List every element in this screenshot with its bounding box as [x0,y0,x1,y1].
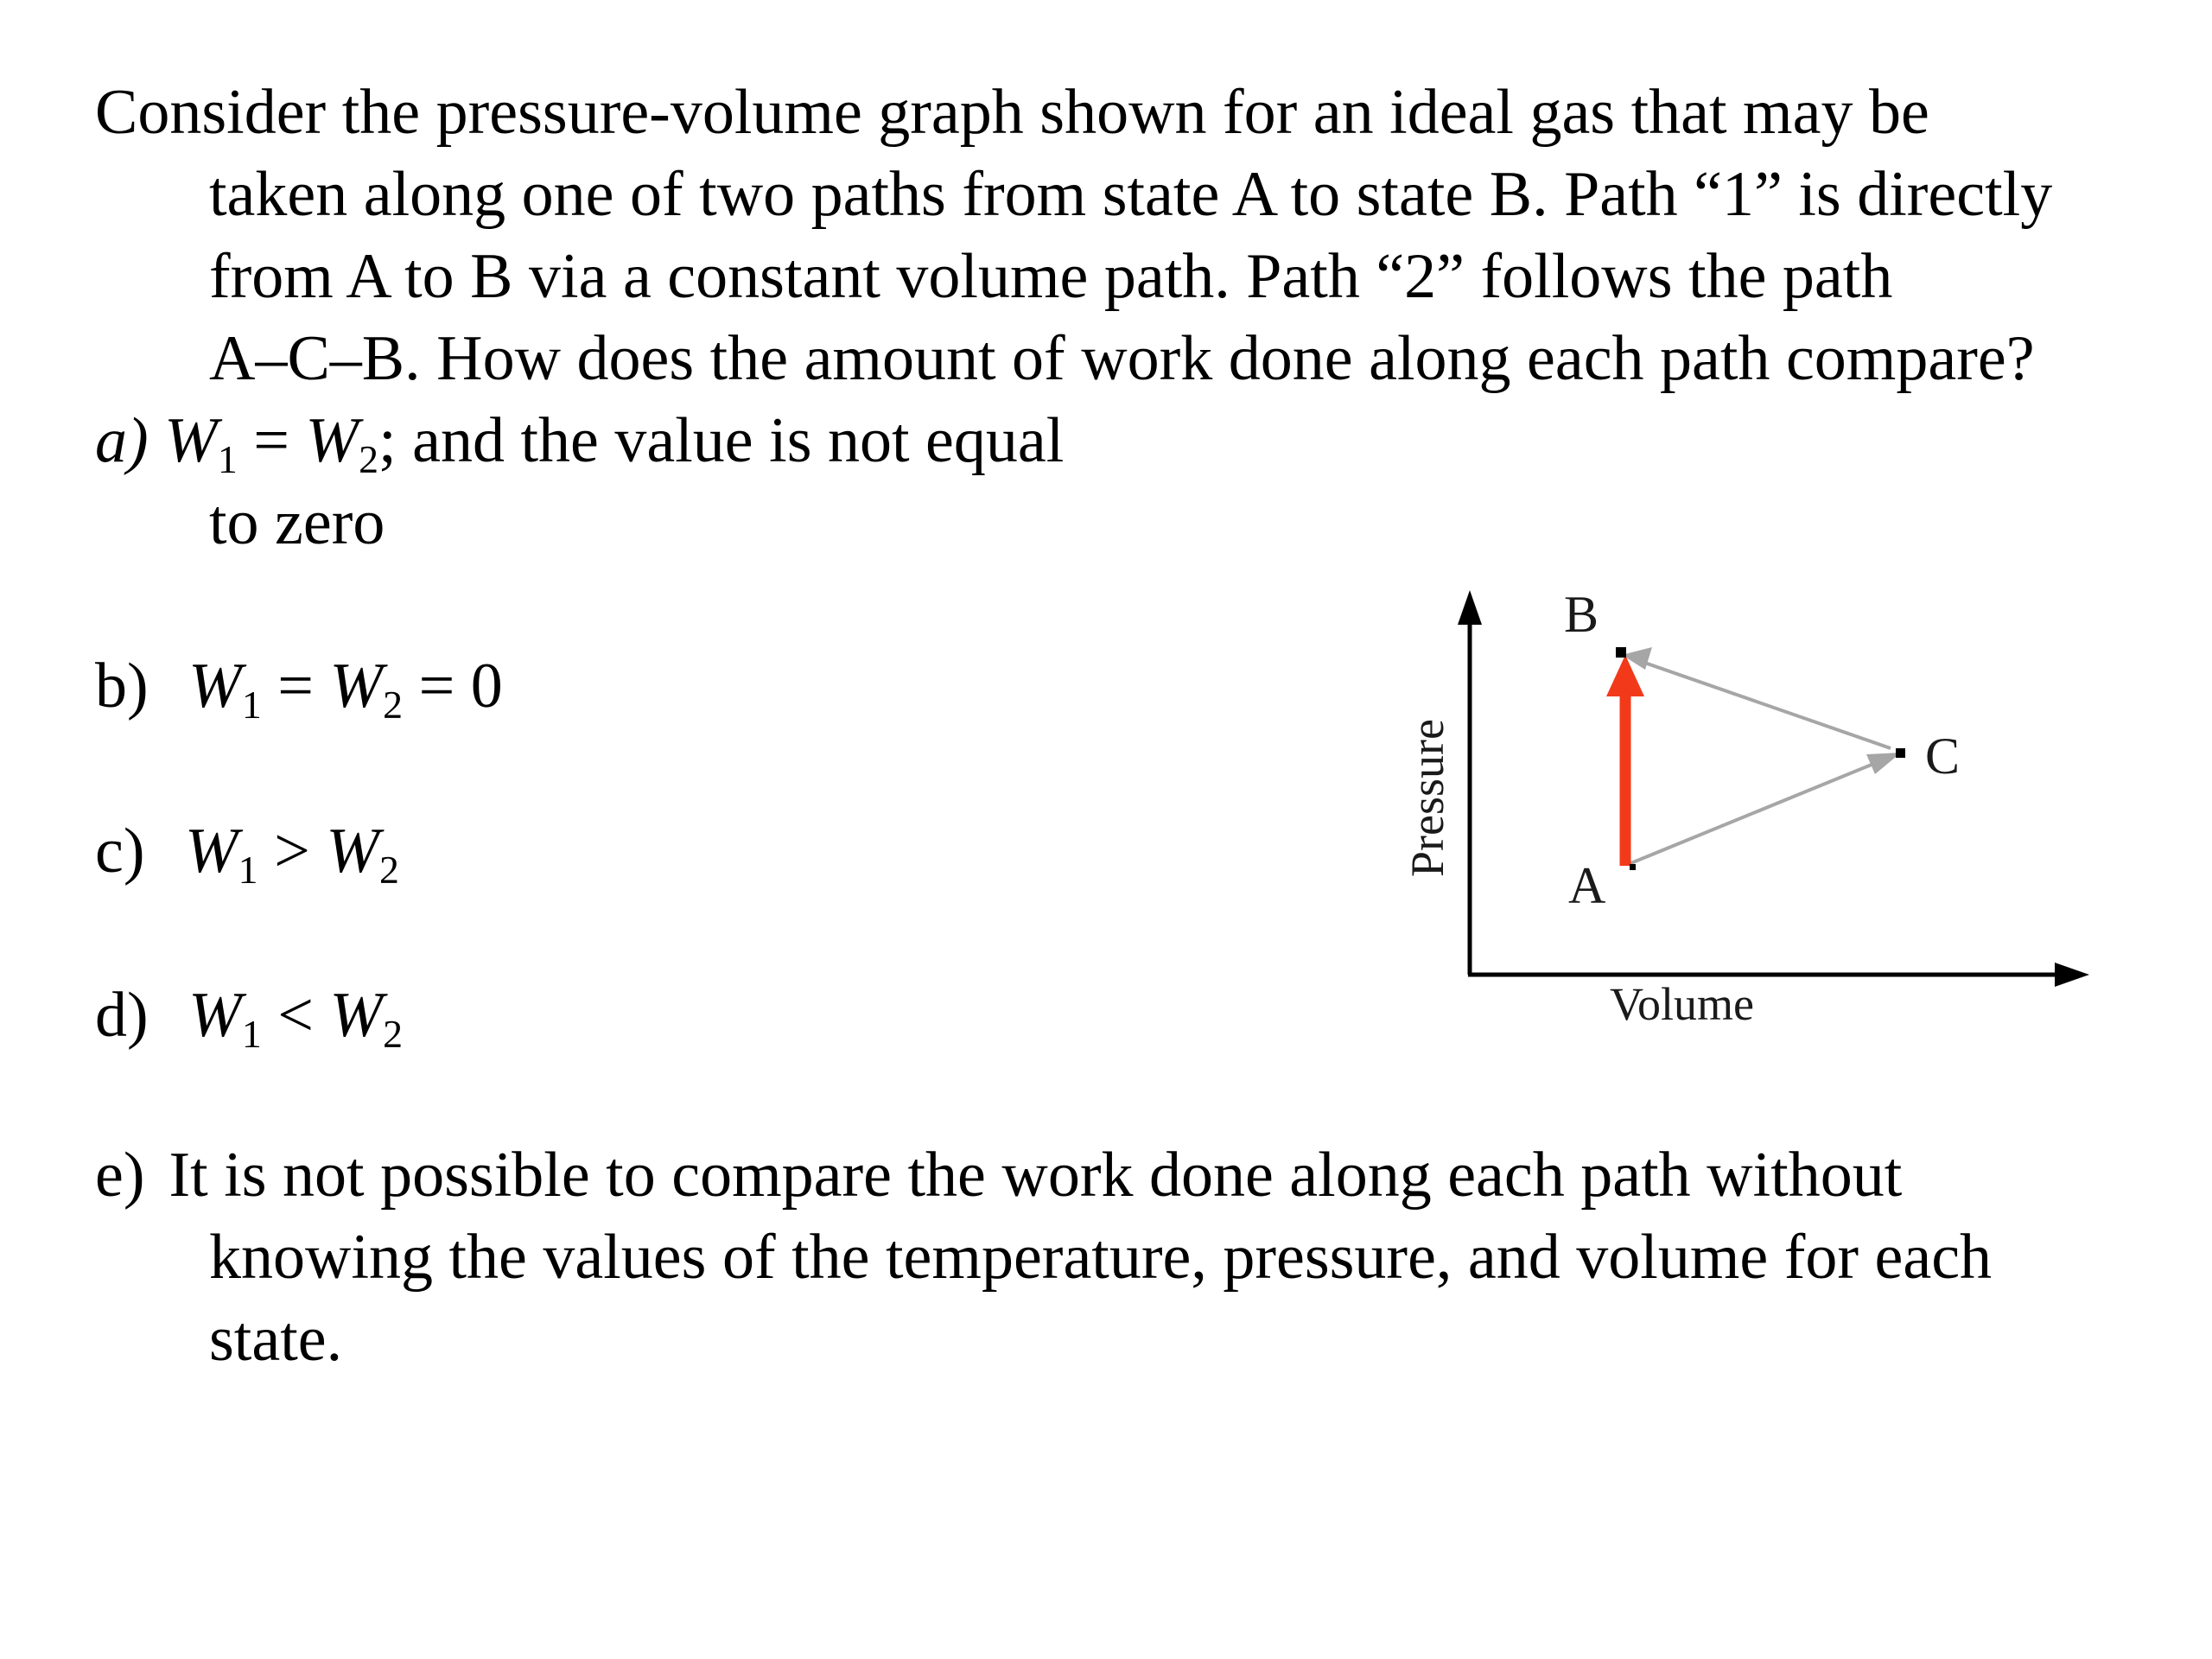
point-b-label: B [1564,586,1599,643]
x-axis-arrow-icon [2055,963,2089,987]
option-b-equals-zero: = 0 [418,651,503,721]
y-axis-label: Pressure [1402,719,1453,877]
option-c-w1: W1 [185,816,258,892]
option-a-w2: W2 [305,405,379,481]
option-a-continuation: to zero [209,487,385,558]
path2-segment-a-to-c [1629,760,1882,864]
point-c-marker [1896,748,1905,758]
question-line-3: from A to B via a constant volume path. Path “2” follows the path [209,241,1893,312]
option-b-w2: W2 [329,651,404,727]
option-d-w1: W1 [188,980,262,1056]
option-a-rest: ; and the value is not equal [378,405,1065,476]
option-d-w2: W2 [329,980,404,1056]
option-c-operator: > [274,816,310,887]
question-line-1: Consider the pressure-volume graph shown for an ideal gas that may be [95,77,1929,148]
option-a-equals: = [253,405,289,476]
option-b-letter: b) [95,651,149,721]
option-a-letter: a) [95,405,149,476]
question-line-4: A–C–B. How does the amount of work done along each path compare? [209,323,2035,394]
option-c-w2: W2 [326,816,399,892]
point-b-marker [1616,647,1626,658]
path2-segment-c-to-b [1637,660,1891,748]
option-c-letter: c) [95,816,145,887]
option-e-letter: e) [95,1140,145,1211]
question-line-2: taken along one of two paths from state A to state B. Path “1” is directly [209,159,2053,230]
option-e-line-1: It is not possible to compare the work done along each path without [168,1140,1903,1211]
x-axis-label: Volume [1610,978,1755,1030]
option-a-w1: W1 [164,405,238,481]
option-d-letter: d) [95,980,149,1051]
option-d-operator: < [277,980,314,1051]
point-c-label: C [1925,728,1961,785]
option-e-line-3: state. [209,1304,343,1375]
y-axis-arrow-icon [1458,590,1482,625]
option-b-w1: W1 [188,651,262,727]
point-a-marker [1630,864,1636,870]
option-b-equals: = [277,651,314,721]
point-a-label: A [1568,857,1606,914]
option-e-line-2: knowing the values of the temperature, pressure, and volume for each [209,1222,1993,1293]
